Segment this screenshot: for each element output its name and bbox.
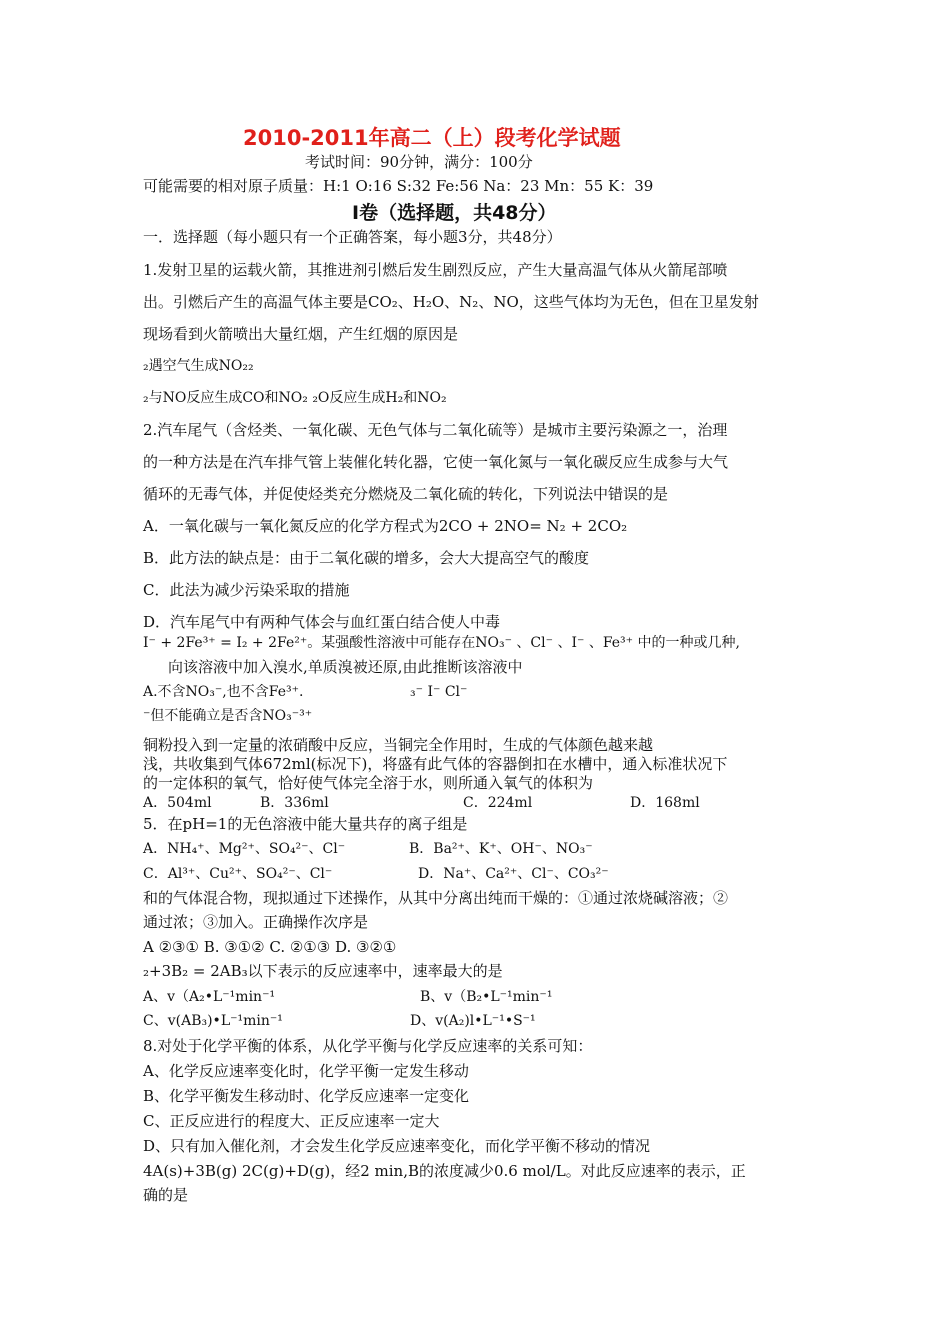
q2-option: C．此法为减少污染采取的措施 bbox=[143, 581, 350, 599]
exam-info: 考试时间：90分钟，满分：100分 bbox=[305, 153, 533, 171]
q3-line: I⁻ + 2Fe³⁺ = I₂ + 2Fe²⁺。某强酸性溶液中可能存在NO₃⁻ 、Cl⁻ 、I⁻ 、Fe³⁺ 中的一种或几种, bbox=[143, 635, 740, 651]
q8-option: B、化学平衡发生移动时、化学反应速率一定变化 bbox=[143, 1087, 470, 1105]
q2-option: A．一氧化碳与一氧化氮反应的化学方程式为2CO + 2NO= N₂ + 2CO₂ bbox=[143, 517, 628, 535]
q5-option-c: C．Al³⁺、Cu²⁺、SO₄²⁻、Cl⁻ bbox=[143, 866, 333, 882]
q3-option-fragment: ₃⁻ I⁻ Cl⁻ bbox=[410, 684, 468, 700]
q4-option-a: A．504ml bbox=[143, 795, 212, 811]
exam-title: 2010-2011年高二（上）段考化学试题 bbox=[243, 126, 621, 150]
q4-option-c: C．224ml bbox=[463, 795, 533, 811]
q3-line: ⁻但不能确立是否含NO₃⁻³⁺ bbox=[143, 708, 313, 724]
q7-option-a: A、v（A₂•L⁻¹min⁻¹ bbox=[143, 989, 276, 1005]
q4-line: 铜粉投入到一定量的浓硝酸中反应，当铜完全作用时，生成的气体颜色越来越 bbox=[143, 736, 654, 754]
q9-line: 确的是 bbox=[143, 1186, 189, 1204]
q8-option: C、正反应进行的程度大、正反应速率一定大 bbox=[143, 1112, 440, 1130]
q2-option: B．此方法的缺点是：由于二氧化碳的增多，会大大提高空气的酸度 bbox=[143, 549, 590, 567]
q3-line: 向该溶液中加入溴水,单质溴被还原,由此推断该溶液中 bbox=[168, 658, 523, 676]
q3-option-a: A.不含NO₃⁻,也不含Fe³⁺. bbox=[143, 684, 304, 700]
q7-option-c: C、v(AB₃)•L⁻¹min⁻¹ bbox=[143, 1013, 283, 1029]
q2-option: D．汽车尾气中有两种气体会与血红蛋白结合使人中毒 bbox=[143, 613, 501, 631]
section-title: Ⅰ卷（选择题，共48分） bbox=[352, 202, 557, 224]
q8-stem: 8.对处于化学平衡的体系，从化学平衡与化学反应速率的关系可知： bbox=[143, 1037, 593, 1055]
q7-option-d: D、v(A₂)l•L⁻¹•S⁻¹ bbox=[410, 1013, 536, 1029]
q6-options: A ②③① B. ③①② C. ②①③ D. ③②① bbox=[143, 938, 397, 956]
q4-option-b: B．336ml bbox=[260, 795, 329, 811]
q9-line: 4A(s)+3B(g) 2C(g)+D(g)，经2 min,B的浓度减少0.6 mol/L。对此反应速率的表示，正 bbox=[143, 1162, 746, 1180]
q2-line: 的一种方法是在汽车排气管上装催化转化器，它使一氧化氮与一氧化碳反应生成参与大气 bbox=[143, 453, 729, 471]
q6-line: 和的气体混合物，现拟通过下述操作，从其中分离出纯而干燥的：①通过浓烧碱溶液；② bbox=[143, 889, 729, 907]
q2-line: 2.汽车尾气（含烃类、一氧化碳、无色气体与二氧化硫等）是城市主要污染源之一，治理 bbox=[143, 421, 728, 439]
q8-option: D、只有加入催化剂，才会发生化学反应速率变化，而化学平衡不移动的情况 bbox=[143, 1137, 651, 1155]
q7-stem: ₂+3B₂ = 2AB₃以下表示的反应速率中，速率最大的是 bbox=[143, 962, 503, 980]
q5-stem: 5．在pH=1的无色溶液中能大量共存的离子组是 bbox=[143, 815, 468, 833]
q5-option-d: D．Na⁺、Ca²⁺、Cl⁻、CO₃²⁻ bbox=[418, 866, 609, 882]
q7-option-b: B、v（B₂•L⁻¹min⁻¹ bbox=[420, 989, 553, 1005]
q4-line: 浅，共收集到气体672ml(标况下)，将盛有此气体的容器倒扣在水槽中，通入标准状况下 bbox=[143, 755, 728, 773]
instructions: 一．选择题（每小题只有一个正确答案，每小题3分，共48分） bbox=[143, 228, 562, 246]
q1-option-fragment: ₂遇空气生成NO₂₂ bbox=[143, 358, 254, 374]
q4-line: 的一定体积的氧气，恰好使气体完全溶于水，则所通入氧气的体积为 bbox=[143, 774, 594, 792]
q2-line: 循环的无毒气体，并促使烃类充分燃烧及二氧化硫的转化，下列说法中错误的是 bbox=[143, 485, 669, 503]
q1-line: 现场看到火箭喷出大量红烟，产生红烟的原因是 bbox=[143, 325, 459, 343]
q8-option: A、化学反应速率变化时，化学平衡一定发生移动 bbox=[143, 1062, 469, 1080]
q1-line: 出。引燃后产生的高温气体主要是CO₂、H₂O、N₂、NO，这些气体均为无色，但在卫星发射 bbox=[143, 293, 759, 311]
q1-line: 1.发射卫星的运载火箭，其推进剂引燃后发生剧烈反应，产生大量高温气体从火箭尾部喷 bbox=[143, 261, 728, 279]
q5-option-b: B．Ba²⁺、K⁺、OH⁻、NO₃⁻ bbox=[409, 841, 593, 857]
q1-option-fragment: ₂与NO反应生成CO和NO₂ ₂O反应生成H₂和NO₂ bbox=[143, 390, 447, 406]
q5-option-a: A．NH₄⁺、Mg²⁺、SO₄²⁻、Cl⁻ bbox=[143, 841, 346, 857]
q4-option-d: D．168ml bbox=[630, 795, 700, 811]
atomic-masses: 可能需要的相对原子质量：H:1 O:16 S:32 Fe:56 Na：23 Mn：55 K：39 bbox=[143, 177, 654, 195]
q6-line: 通过浓；③加入。正确操作次序是 bbox=[143, 913, 369, 931]
